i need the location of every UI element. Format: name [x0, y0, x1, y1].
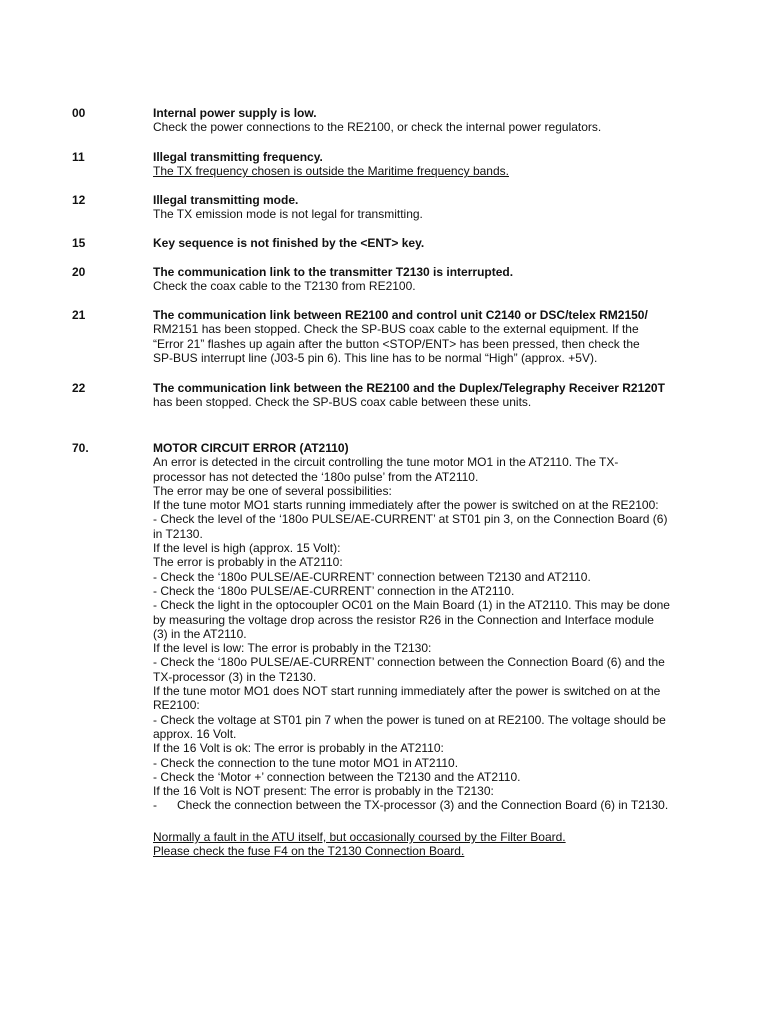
- error-description: [153, 441, 713, 813]
- error-detail-line: An error is detected in the circuit controlling the tune motor MO1 in the AT2110. The TX-: [153, 455, 619, 470]
- error-code: 22: [72, 381, 86, 395]
- error-title: The communication link between the RE2100 and the Duplex/Telegraphy Receiver R2120T: [153, 381, 665, 395]
- error-detail-line: If the tune motor MO1 starts running immediately after the power is switched on at the RE2100:: [153, 498, 659, 513]
- error-title: Internal power supply is low.: [153, 106, 317, 120]
- service-notes: [153, 830, 713, 859]
- error-detail-line: - Check the ‘Motor +’ connection between the T2130 and the AT2110.: [153, 769, 521, 784]
- error-description: [153, 265, 713, 294]
- error-detail-line: processor has not detected the ‘180o pulse’ from the AT2110.: [153, 469, 479, 484]
- error-title: Illegal transmitting frequency.: [153, 150, 323, 164]
- error-detail-line: - Check the connection to the tune motor MO1 in AT2110.: [153, 755, 459, 770]
- service-note-line: Normally a fault in the ATU itself, but occasionally coursed by the Filter Board.: [153, 830, 566, 844]
- error-code: 11: [72, 150, 85, 164]
- error-detail-line: (3) in the AT2110.: [153, 626, 247, 641]
- error-detail-line: in T2130.: [153, 526, 203, 541]
- error-detail-line: - Check the voltage at ST01 pin 7 when the power is tuned on at RE2100. The voltage should be: [153, 712, 666, 727]
- error-title: Key sequence is not finished by the <ENT> key.: [153, 236, 425, 250]
- error-code: 20: [72, 265, 86, 279]
- error-code: 00: [72, 106, 86, 120]
- error-detail-line: approx. 16 Volt.: [153, 726, 237, 741]
- error-description: [153, 381, 713, 410]
- error-title: The communication link between RE2100 and control unit C2140 or DSC/telex RM2150/: [153, 308, 648, 322]
- error-description: [153, 308, 713, 365]
- error-detail-line: The TX emission mode is not legal for transmitting.: [153, 207, 423, 222]
- error-detail-line: - Check the ‘180o PULSE/AE-CURRENT’ connection in the AT2110.: [153, 583, 515, 598]
- error-detail-line: Check the power connections to the RE2100, or check the internal power regulators.: [153, 120, 602, 135]
- error-detail-line: RE2100:: [153, 698, 200, 713]
- error-detail-line: - Check the level of the ‘180o PULSE/AE-CURRENT’ at ST01 pin 3, on the Connection Board (6): [153, 512, 668, 527]
- error-detail-line: If the tune motor MO1 does NOT start running immediately after the power is switched on at the: [153, 684, 661, 699]
- error-detail-line: by measuring the voltage drop across the resistor R26 in the Connection and Interface module: [153, 612, 654, 627]
- error-detail-line: If the 16 Volt is NOT present: The error is probably in the T2130:: [153, 784, 494, 799]
- error-detail-line: The error is probably in the AT2110:: [153, 555, 343, 570]
- error-detail-line: - Check the ‘180o PULSE/AE-CURRENT’ connection between the Connection Board (6) and the: [153, 655, 665, 670]
- error-title: The communication link to the transmitter T2130 is interrupted.: [153, 265, 514, 279]
- error-detail-line: - Check the ‘180o PULSE/AE-CURRENT’ connection between T2130 and AT2110.: [153, 569, 591, 584]
- error-detail-line: TX-processor (3) in the T2130.: [153, 669, 317, 684]
- error-code: 15: [72, 236, 86, 250]
- error-detail-line: - Check the connection between the TX-processor (3) and the Connection Board (6) in T2130.: [153, 798, 669, 813]
- error-code: 21: [72, 308, 86, 322]
- error-detail-line: The error may be one of several possibilities:: [153, 483, 392, 498]
- error-detail-line: RM2151 has been stopped. Check the SP-BUS coax cable to the external equipment. If the: [153, 322, 639, 337]
- error-detail-line: “Error 21” flashes up again after the button <STOP/ENT> has been pressed, then check the: [153, 336, 640, 351]
- error-description: [153, 106, 713, 135]
- service-note-line: Please check the fuse F4 on the T2130 Connection Board.: [153, 844, 465, 859]
- error-description: [153, 236, 713, 250]
- error-detail-line: If the level is low: The error is probably in the T2130:: [153, 641, 432, 656]
- error-description: [153, 193, 713, 222]
- error-title: MOTOR CIRCUIT ERROR (AT2110): [153, 441, 349, 455]
- error-detail-line: If the 16 Volt is ok: The error is probably in the AT2110:: [153, 741, 444, 756]
- error-detail-line: The TX frequency chosen is outside the Maritime frequency bands.: [153, 164, 509, 179]
- error-description: [153, 150, 713, 179]
- error-detail-line: Check the coax cable to the T2130 from RE2100.: [153, 279, 416, 294]
- error-detail-line: has been stopped. Check the SP-BUS coax cable between these units.: [153, 395, 532, 410]
- error-detail-line: If the level is high (approx. 15 Volt):: [153, 541, 341, 556]
- error-code: 70.: [72, 441, 89, 455]
- error-detail-line: SP-BUS interrupt line (J03-5 pin 6). This line has to be normal “High” (approx. +5V).: [153, 350, 598, 365]
- error-detail-line: - Check the light in the optocoupler OC01 on the Main Board (1) in the AT2110. This may be done: [153, 598, 670, 613]
- error-code: 12: [72, 193, 86, 207]
- error-title: Illegal transmitting mode.: [153, 193, 299, 207]
